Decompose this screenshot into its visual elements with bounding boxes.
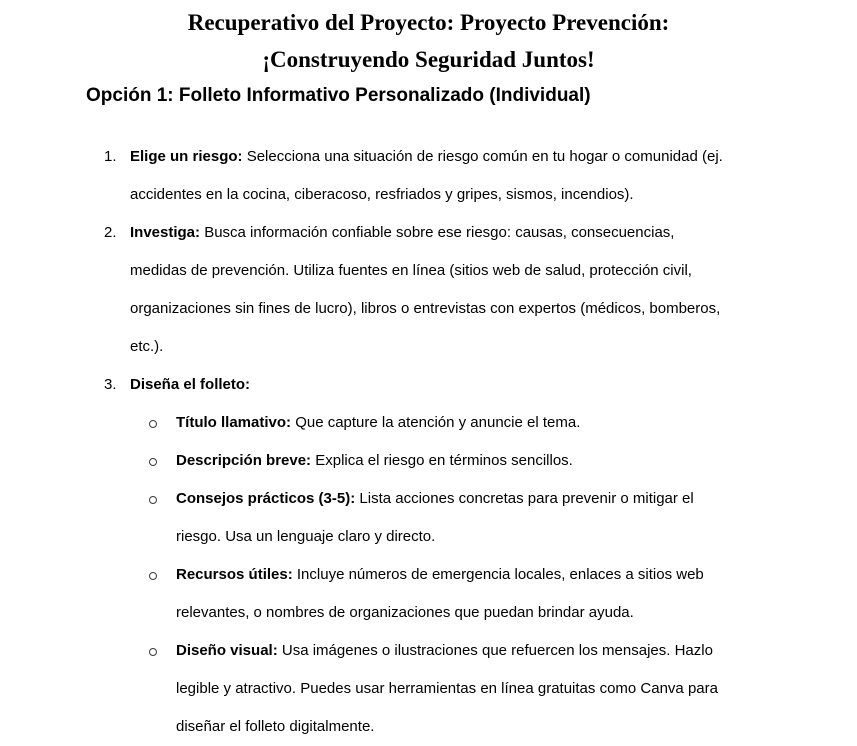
sublist-item-4-line-1: [0, 556, 857, 594]
sublist-item-2-line-1: [0, 442, 857, 480]
numbered-list: [0, 138, 857, 746]
list-item-1-line-2: [0, 176, 857, 214]
sublist-item-1-text: Que capture la atención y anuncie el tema.: [295, 414, 581, 431]
sublist-item-2-text: Explica el riesgo en términos sencillos.: [315, 452, 573, 469]
hollow-circle-bullet-icon: [149, 648, 157, 656]
sublist-item-5-text: Usa imágenes o ilustraciones que refuercen los mensajes. Hazlo: [281, 642, 713, 659]
list-item-2-label: Investiga:: [130, 224, 201, 241]
hollow-circle-bullet-icon: [149, 572, 157, 580]
section-heading: Opción 1: Folleto Informativo Personalizado (Individual): [86, 85, 591, 106]
sublist-item-5-text-cont: diseñar el folleto digitalmente.: [176, 718, 375, 735]
list-item-2-text-cont: etc.).: [130, 338, 164, 355]
sublist-item-3-label: Consejos prácticos (3-5):: [176, 490, 356, 507]
sublist-item-5-line-3: [0, 708, 857, 746]
list-item-1-label: Elige un riesgo:: [130, 148, 243, 165]
sublist-item-4-label: Recursos útiles:: [176, 566, 293, 583]
document-title-line2: ¡Construyendo Seguridad Juntos!: [262, 47, 595, 72]
list-item-1-number: 1.: [104, 148, 117, 165]
hollow-circle-bullet-icon: [149, 458, 157, 466]
list-item-1-text: Selecciona una situación de riesgo común en tu hogar o comunidad (ej.: [246, 148, 723, 165]
list-item-3-label: Diseña el folleto:: [130, 376, 251, 393]
sublist-item-1-label: Título llamativo:: [176, 414, 292, 431]
list-item-2-text: Busca información confiable sobre ese riesgo: causas, consecuencias,: [204, 224, 675, 241]
sublist-item-2-label: Descripción breve:: [176, 452, 312, 469]
sublist-item-3-text: Lista acciones concretas para prevenir o mitigar el: [359, 490, 694, 507]
list-item-3-number: 3.: [104, 376, 117, 393]
sublist-item-5-label: Diseño visual:: [176, 642, 278, 659]
sublist-item-5-line-2: [0, 670, 857, 708]
list-item-2-text-cont: organizaciones sin fines de lucro), libros o entrevistas con expertos (médicos, bomberos,: [130, 300, 721, 317]
document-title-line1: Recuperativo del Proyecto: Proyecto Prevención:: [187, 10, 670, 35]
hollow-circle-bullet-icon: [149, 420, 157, 428]
list-item-2-text-cont: medidas de prevención. Utiliza fuentes en línea (sitios web de salud, protección civil,: [130, 262, 692, 279]
list-item-1-line-1: [0, 138, 857, 176]
hollow-circle-bullet-icon: [149, 496, 157, 504]
sublist-item-4-text-cont: relevantes, o nombres de organizaciones que puedan brindar ayuda.: [176, 604, 634, 621]
list-item-1-text-cont: accidentes en la cocina, ciberacoso, resfriados y gripes, sismos, incendios).: [130, 186, 634, 203]
sublist-item-4-text: Incluye números de emergencia locales, enlaces a sitios web: [296, 566, 704, 583]
sublist-item-5-text-cont: legible y atractivo. Puedes usar herramientas en línea gratuitas como Canva para: [176, 680, 718, 697]
list-item-2-number: 2.: [104, 224, 117, 241]
list-item-2-line-1: [0, 214, 857, 252]
document-title: [0, 0, 857, 78]
sublist-item-3-line-1: [0, 480, 857, 518]
sublist-item-3-line-2: [0, 518, 857, 556]
sublist-item-3-text-cont: riesgo. Usa un lenguaje claro y directo.: [176, 528, 436, 545]
sublist-item-1-line-1: [0, 404, 857, 442]
sublist-item-4-line-2: [0, 594, 857, 632]
list-item-2-line-4: [0, 328, 857, 366]
list-item-2-line-3: [0, 290, 857, 328]
list-item-2-line-2: [0, 252, 857, 290]
list-item-3-line-1: [0, 366, 857, 404]
sublist-item-5-line-1: [0, 632, 857, 670]
